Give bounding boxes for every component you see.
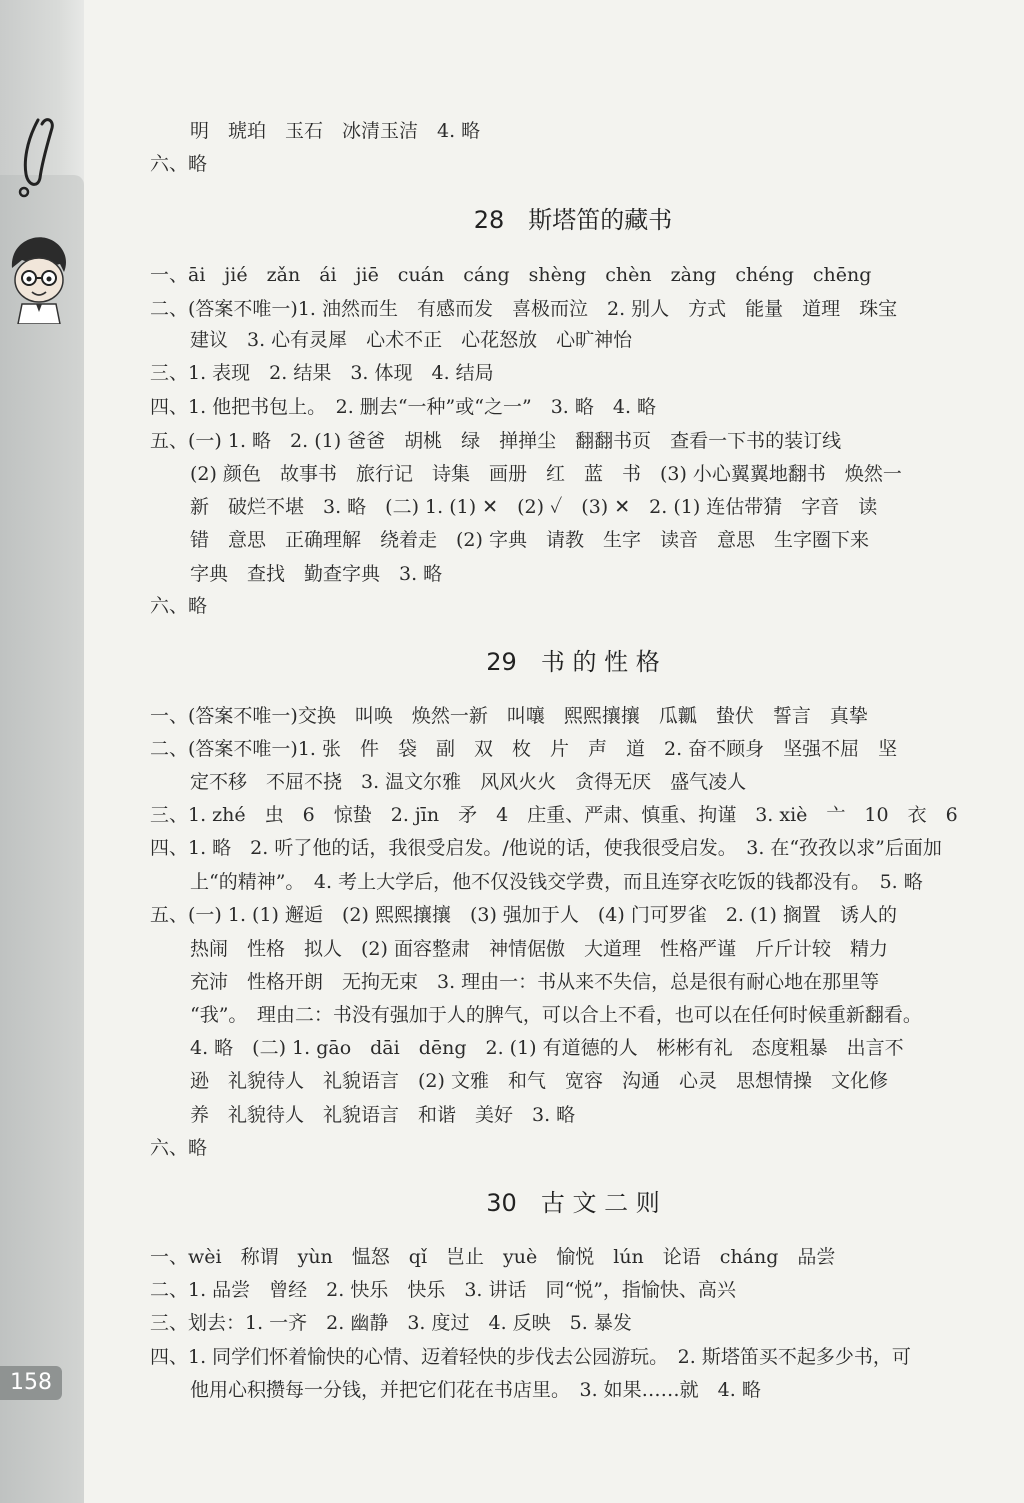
answer-line: 新 破烂不堪 3. 略 (二) 1. (1) ✕ (2) ✓ (3) ✕ 2. (1) 连估带猜 字音 读 xyxy=(190,496,878,518)
answer-line: 六、略 xyxy=(150,153,208,175)
student-mascot-icon xyxy=(4,228,74,324)
sidebar-tab xyxy=(0,175,84,1503)
page-number: 158 xyxy=(0,1366,62,1400)
answer-line: 六、略 xyxy=(150,1137,208,1159)
answer-line: 错 意思 正确理解 绕着走 (2) 字典 请教 生字 读音 意思 生字圈下来 xyxy=(190,529,869,551)
answer-line: 四、1. 同学们怀着愉快的心情、迈着轻快的步伐去公园游玩。 2. 斯塔笛买不起多少书，可 xyxy=(150,1346,911,1368)
answer-line: 六、略 xyxy=(150,595,208,617)
paperclip-icon xyxy=(8,112,68,202)
answer-line: 定不移 不屈不挠 3. 温文尔雅 风风火火 贪得无厌 盛气凌人 xyxy=(190,771,747,793)
answer-line: 三、1. 表现 2. 结果 3. 体现 4. 结局 xyxy=(150,362,494,384)
answer-line: 4. 略 (二) 1. gāo dāi dēng 2. (1) 有道德的人 彬彬有礼 态度粗暴 出言不 xyxy=(190,1037,904,1059)
answer-line: “我”。 理由二：书没有强加于人的脾气，可以合上不看，也可以在任何时候重新翻看。 xyxy=(190,1004,922,1026)
answer-line: 热闹 性格 拟人 (2) 面容整肃 神情倨傲 大道理 性格严谨 斤斤计较 精力 xyxy=(190,938,888,960)
answer-line: 逊 礼貌待人 礼貌语言 (2) 文雅 和气 宽容 沟通 心灵 思想情操 文化修 xyxy=(190,1070,888,1092)
answer-line: 五、(一) 1. (1) 邂逅 (2) 熙熙攘攘 (3) 强加于人 (4) 门可罗雀 2. (1) 搁置 诱人的 xyxy=(150,904,897,926)
answer-line: 上“的精神”。 4. 考上大学后，他不仅没钱交学费，而且连穿衣吃饭的钱都没有。 5. 略 xyxy=(190,871,923,893)
answer-line: 五、(一) 1. 略 2. (1) 爸爸 胡桃 绿 掸掸尘 翻翻书页 查看一下书的装订线 xyxy=(150,430,842,452)
section-heading-30: 30 古 文 二 则 xyxy=(486,1189,660,1217)
answer-line: (2) 颜色 故事书 旅行记 诗集 画册 红 蓝 书 (3) 小心翼翼地翻书 焕然一 xyxy=(190,463,902,485)
answer-line: 一、āi jié zǎn ái jiē cuán cáng shèng chèn zàng chéng chēng xyxy=(150,264,872,286)
answer-line: 四、1. 他把书包上。 2. 删去“一种”或“之一” 3. 略 4. 略 xyxy=(150,396,657,418)
answer-line: 明 琥珀 玉石 冰清玉洁 4. 略 xyxy=(190,120,481,142)
answer-line: 二、1. 品尝 曾经 2. 快乐 快乐 3. 讲话 同“悦”，指愉快、高兴 xyxy=(150,1279,736,1301)
answer-line: 建议 3. 心有灵犀 心术不正 心花怒放 心旷神怡 xyxy=(190,329,633,351)
answer-line: 养 礼貌待人 礼貌语言 和谐 美好 3. 略 xyxy=(190,1104,576,1126)
section-heading-28: 28 斯塔笛的藏书 xyxy=(473,206,673,234)
answer-line: 二、(答案不唯一)1. 张 件 袋 副 双 枚 片 声 道 2. 奋不顾身 坚强不屈 坚 xyxy=(150,738,898,760)
sidebar xyxy=(0,0,84,1503)
answer-line: 充沛 性格开朗 无拘无束 3. 理由一：书从来不失信，总是很有耐心地在那里等 xyxy=(190,971,880,993)
answer-line: 三、1. zhé 虫 6 惊蛰 2. jīn 矛 4 庄重、严肃、慎重、拘谨 3. xiè 亠 10 衣 6 xyxy=(150,804,958,826)
answer-line: 三、划去：1. 一齐 2. 幽静 3. 度过 4. 反映 5. 暴发 xyxy=(150,1312,632,1334)
answer-line: 二、(答案不唯一)1. 油然而生 有感而发 喜极而泣 2. 别人 方式 能量 道理 珠宝 xyxy=(150,298,898,320)
answer-line: 一、(答案不唯一)交换 叫唤 焕然一新 叫嚷 熙熙攘攘 瓜瓤 蛰伏 誓言 真挚 xyxy=(150,705,868,727)
answer-line: 一、wèi 称谓 yùn 愠怒 qǐ 岂止 yuè 愉悦 lún 论语 cháng 品尝 xyxy=(150,1246,836,1268)
answer-line: 他用心积攒每一分钱，并把它们花在书店里。 3. 如果……就 4. 略 xyxy=(190,1379,761,1401)
answer-line: 字典 查找 勤查字典 3. 略 xyxy=(190,563,443,585)
answer-line: 四、1. 略 2. 听了他的话，我很受启发。/他说的话，使我很受启发。 3. 在“孜孜以求”后面加 xyxy=(150,837,942,859)
section-heading-29: 29 书 的 性 格 xyxy=(486,648,660,676)
